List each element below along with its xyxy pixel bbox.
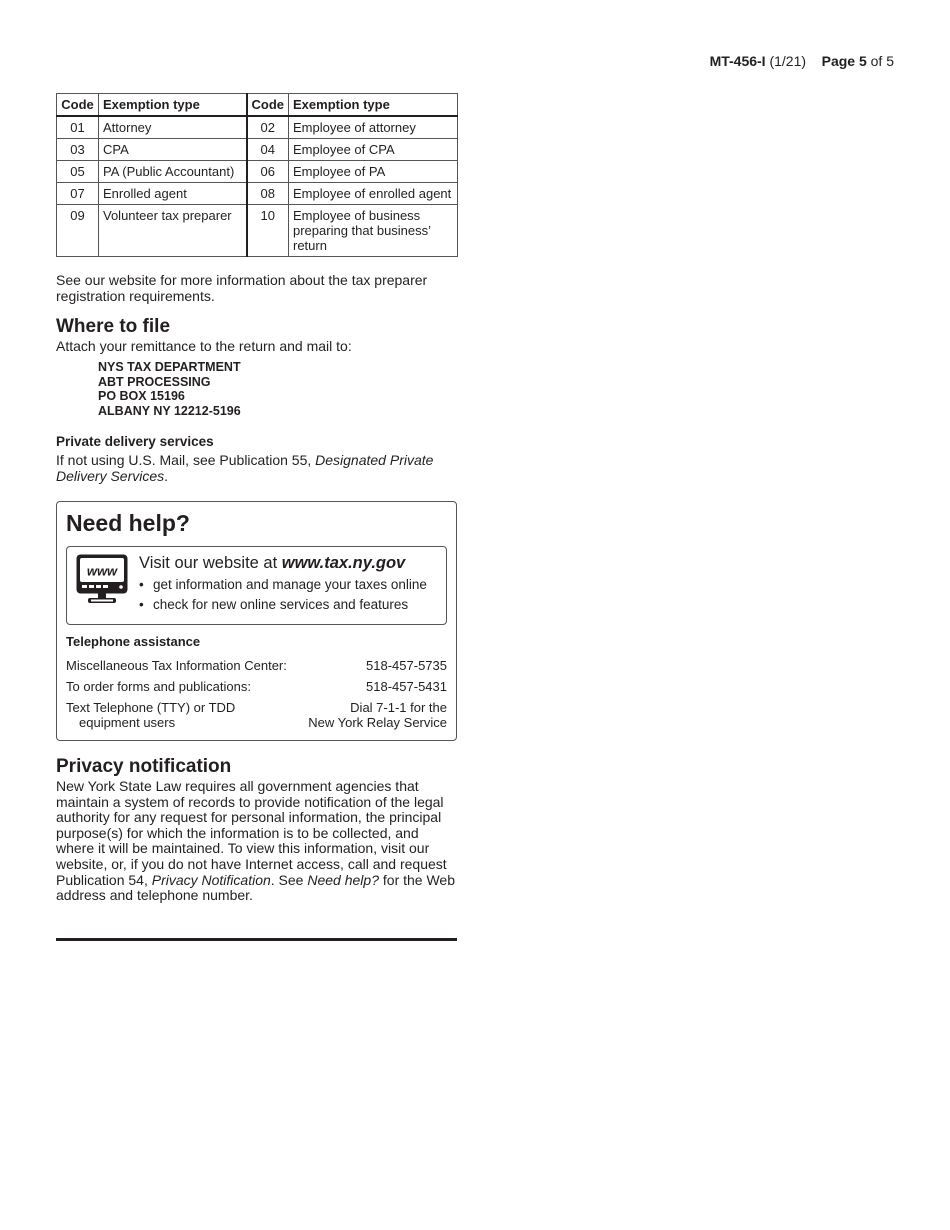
website-box [66, 546, 447, 625]
need-help-reference: Need help? [307, 871, 379, 888]
table-row [57, 161, 458, 183]
exemption-type: Volunteer tax preparer [99, 205, 247, 257]
registration-info-note: See our website for more information about the tax preparer registration requirements. [56, 272, 428, 304]
table-row [57, 139, 458, 161]
exemption-code-table [56, 93, 458, 257]
table-header-row [57, 94, 458, 117]
exemption-code: 01 [57, 116, 99, 139]
address-line: NYS TAX DEPARTMENT [98, 360, 241, 374]
need-help-box [56, 501, 457, 741]
exemption-type: Attorney [99, 116, 247, 139]
phone-row [66, 658, 447, 673]
exemption-type: Employee of PA [289, 161, 458, 183]
phone-number: 518-457-5735 [366, 658, 447, 673]
exemption-code: 10 [247, 205, 289, 257]
address-line: ALBANY NY 12212-5196 [98, 403, 241, 418]
exemption-type: Employee of CPA [289, 139, 458, 161]
exemption-type: PA (Public Accountant) [99, 161, 247, 183]
telephone-assistance-heading: Telephone assistance [66, 634, 201, 649]
where-to-file-heading: Where to file [56, 316, 171, 337]
exemption-code: 09 [57, 205, 99, 257]
page-number: Page 5 [821, 53, 867, 69]
column-header-code: Code [247, 94, 289, 117]
table-row [57, 205, 458, 257]
bottom-rule [56, 938, 457, 941]
phone-label: Miscellaneous Tax Information Center: [66, 658, 287, 673]
page-total: of 5 [870, 53, 894, 69]
content-column [56, 93, 457, 941]
column-header-exemption-type: Exemption type [99, 94, 247, 117]
table-row [57, 183, 458, 205]
www-icon-text: www [86, 563, 118, 579]
phone-row [66, 679, 447, 694]
where-to-file-intro: Attach your remittance to the return and mail to: [56, 338, 352, 354]
column-header-code: Code [57, 94, 99, 117]
exemption-code: 07 [57, 183, 99, 205]
exemption-type: Employee of business preparing that business’ return [289, 205, 458, 257]
privacy-text: New York State Law requires all government agencies that maintain a system of records to provide notification of the legal authority for any request for personal information, the principal purpose(s) for which the information is to be collected, and where it will be maintained. To view this information, visit our website, or, if you do not have Internet access, call and request Publication 54, Privacy Notification. See Need help? for the Web address and telephone number. [56, 778, 456, 904]
list-item: • get information and manage your taxes online [139, 576, 427, 593]
page-header [710, 53, 894, 69]
address-line: PO BOX 15196 [98, 389, 185, 403]
form-id: MT-456-I [709, 53, 766, 69]
table-row [57, 116, 458, 139]
privacy-heading: Privacy notification [56, 756, 232, 777]
publication-55-title: Designated Private Delivery Services [56, 452, 434, 484]
exemption-type: CPA [99, 139, 247, 161]
private-delivery-text: If not using U.S. Mail, see Publication 55, Designated Private Delivery Services. [56, 452, 434, 484]
exemption-type: Employee of attorney [289, 116, 458, 139]
phone-label: Text Telephone (TTY) or TDD equipment users [66, 700, 236, 730]
exemption-type: Employee of enrolled agent [289, 183, 458, 205]
need-help-heading: Need help? [66, 510, 190, 536]
exemption-code: 05 [57, 161, 99, 183]
phone-number: 518-457-5431 [366, 679, 447, 694]
list-item: • check for new online services and features [139, 596, 427, 613]
exemption-code: 04 [247, 139, 289, 161]
exemption-code: 08 [247, 183, 289, 205]
exemption-type: Enrolled agent [99, 183, 247, 205]
website-link[interactable]: www.tax.ny.gov [281, 554, 406, 572]
website-info [139, 553, 427, 616]
website-features-list [139, 576, 427, 613]
column-header-exemption-type: Exemption type [289, 94, 458, 117]
publication-54-title: Privacy Notification [151, 871, 271, 888]
computer-monitor-icon [75, 553, 131, 616]
private-delivery-heading: Private delivery services [56, 434, 214, 449]
mailing-address [98, 360, 457, 418]
exemption-code: 06 [247, 161, 289, 183]
visit-website-text: Visit our website at www.tax.ny.gov [139, 554, 406, 572]
form-revision: (1/21) [769, 53, 807, 69]
phone-label: To order forms and publications: [66, 679, 251, 694]
phone-row [66, 700, 447, 730]
exemption-code: 03 [57, 139, 99, 161]
exemption-code: 02 [247, 116, 289, 139]
phone-number: Dial 7-1-1 for the New York Relay Service [308, 700, 447, 730]
address-line: ABT PROCESSING [98, 374, 211, 389]
